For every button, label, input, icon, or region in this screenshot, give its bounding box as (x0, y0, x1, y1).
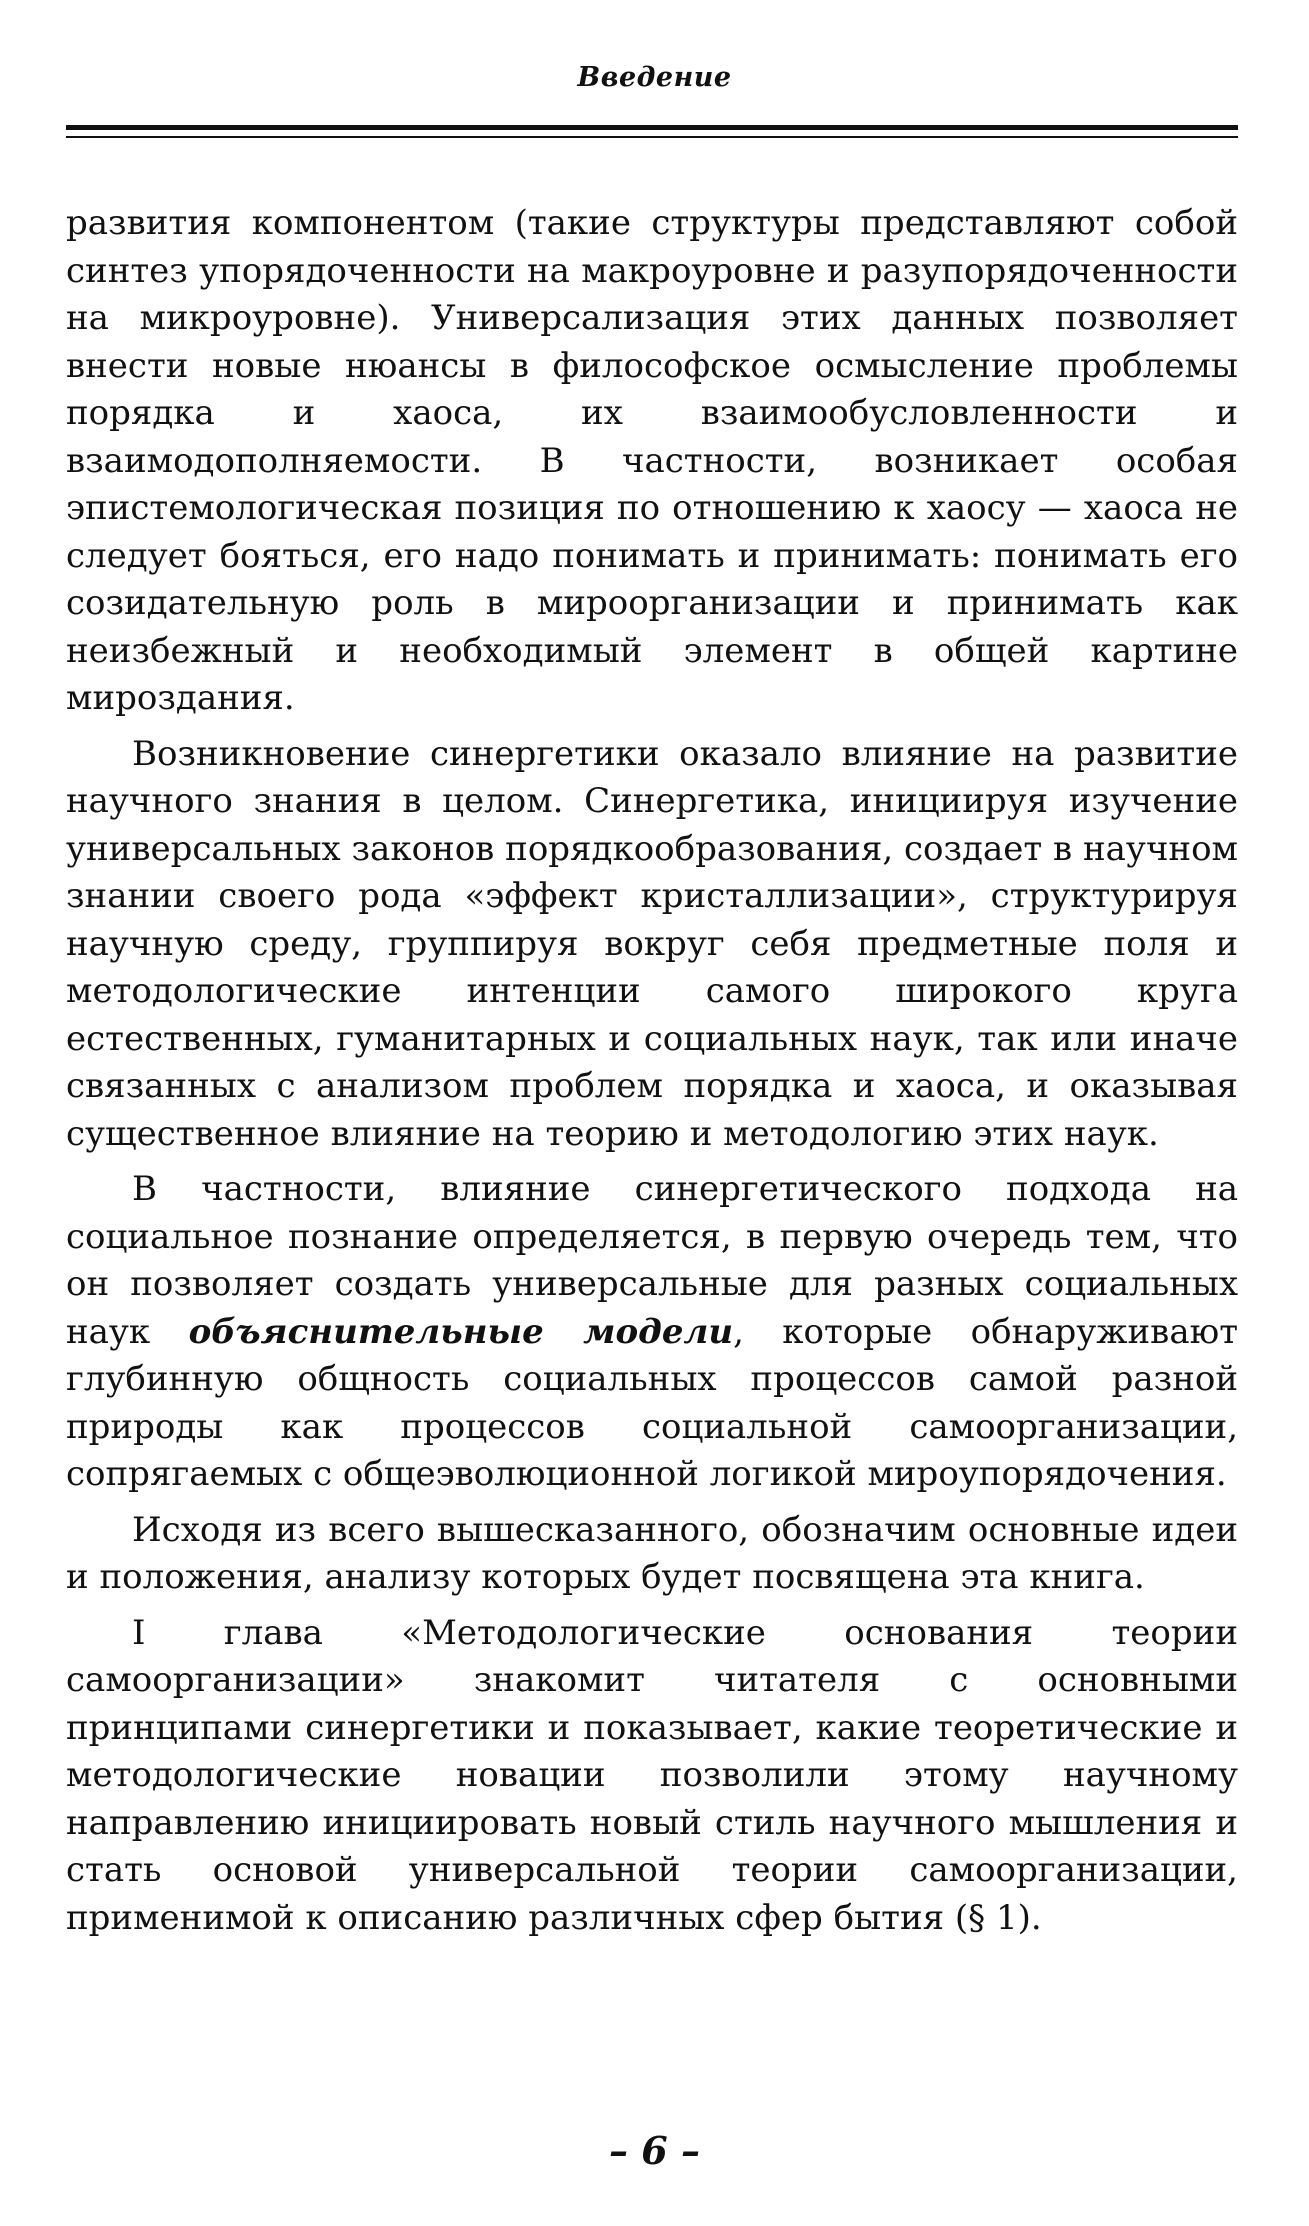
header-rule-thin (66, 136, 1238, 138)
paragraph: Возникновение синергетики оказало влияние на развитие научного знания в целом. Синергетика, инициируя изучение универсальных законов порядкообразования, создает в научном знании своего рода «эффект кристаллизации», структурируя научную среду, группируя вокруг себя предметные поля и методологические интенции самого широкого круга естественных, гуманитарных и социальных наук, так или иначе связанных с анализом проблем порядка и хаоса, и оказывая существенное влияние на теорию и методологию этих наук. (66, 733, 1238, 1154)
running-head: Введение (577, 62, 732, 93)
paragraph-text: , которые обнаруживают глубинную общность социальных процессов самой разной природы как процессов социальной самоорганизации, сопрягаемых с общеэволюционной логикой мироупорядочения. (66, 1311, 1239, 1494)
page-number: – 6 – (609, 2128, 700, 2173)
paragraph: I глава «Методологические основания теории самоорганизации» знакомит читателя с основными принципами синергетики и показывает, какие теоретические и методологические новации позволили этому научному направлению инициировать новый стиль научного мышления и стать основой универсальной теории самоорганизации, применимой к описанию различных сфер бытия (§ 1). (66, 1612, 1238, 1938)
header-rule-thick (66, 125, 1238, 130)
paragraph (66, 1166, 1238, 1499)
emphasis-text: объяснительные модели (188, 1311, 734, 1352)
paragraph-continued: развития компонентом (такие структуры представляют собой синтез упорядоченности на макроуровне и разупорядоченности на микроуровне). Универсализация этих данных позволяет внести новые нюансы в философское осмысление проблемы порядка и хаоса, их взаимообусловленности и взаимодополняемости. В частности, возникает особая эпистемологическая позиция по отношению к хаосу — хаоса не следует бояться, его надо понимать и принимать: понимать его созидательную роль в мироорганизации и принимать как неизбежный и необходимый элемент в общей картине мироздания. (66, 203, 1238, 718)
paragraph-text: В частности, влияние синергетического подхода на социальное познание определяется, в первую очередь тем, что он позволяет создать универсальные для разных социальных наук (66, 1169, 1238, 1352)
paragraph: Исходя из всего вышесказанного, обозначим основные идеи и положения, анализу которых будет посвящена эта книга. (66, 1509, 1238, 1597)
body-text (66, 200, 1238, 1950)
